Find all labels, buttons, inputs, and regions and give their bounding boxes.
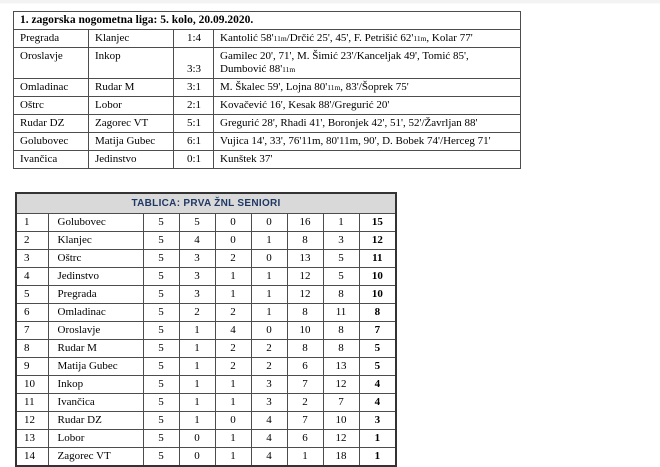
rank-cell: 2 (16, 232, 48, 250)
points-cell: 3 (359, 412, 396, 430)
result-row (14, 79, 521, 97)
page-top-divider (0, 0, 660, 4)
won-cell: 1 (179, 322, 215, 340)
goals-for-cell: 7 (287, 412, 323, 430)
points-cell: 10 (359, 286, 396, 304)
drawn-cell: 2 (215, 250, 251, 268)
goals-against-cell: 8 (323, 322, 359, 340)
rank-cell: 4 (16, 268, 48, 286)
played-cell: 5 (143, 412, 179, 430)
team-name-cell: Klanjec (48, 232, 143, 250)
team-name-cell: Lobor (48, 430, 143, 448)
rank-cell: 7 (16, 322, 48, 340)
penalty-minute-mark: 11m (273, 34, 287, 43)
goals-against-cell: 8 (323, 340, 359, 358)
goals-against-cell: 5 (323, 250, 359, 268)
home-team-cell: Pregrada (14, 30, 89, 48)
played-cell: 5 (143, 250, 179, 268)
result-row (14, 133, 521, 151)
results-table-title: 1. zagorska nogometna liga: 5. kolo, 20.09.2020. (14, 12, 521, 30)
team-name-cell: Rudar M (48, 340, 143, 358)
rank-cell: 11 (16, 394, 48, 412)
results-table (13, 11, 521, 169)
score-cell: 3:1 (174, 79, 214, 97)
played-cell: 5 (143, 286, 179, 304)
goals-for-cell: 2 (287, 394, 323, 412)
standings-table (15, 192, 397, 467)
goals-against-cell: 7 (323, 394, 359, 412)
goals-for-cell: 12 (287, 268, 323, 286)
away-team-cell: Lobor (89, 97, 174, 115)
goals-for-cell: 10 (287, 322, 323, 340)
rank-cell: 12 (16, 412, 48, 430)
team-name-cell: Zagorec VT (48, 448, 143, 467)
goals-against-cell: 18 (323, 448, 359, 467)
lost-cell: 2 (251, 358, 287, 376)
standings-row (16, 232, 396, 250)
rank-cell: 9 (16, 358, 48, 376)
goals-for-cell: 8 (287, 232, 323, 250)
won-cell: 2 (179, 304, 215, 322)
played-cell: 5 (143, 430, 179, 448)
home-team-cell: Ivančica (14, 151, 89, 169)
standings-row (16, 250, 396, 268)
goals-against-cell: 3 (323, 232, 359, 250)
goals-for-cell: 6 (287, 358, 323, 376)
rank-cell: 6 (16, 304, 48, 322)
played-cell: 5 (143, 322, 179, 340)
home-team-cell: Golubovec (14, 133, 89, 151)
won-cell: 1 (179, 412, 215, 430)
standings-header-row (16, 193, 396, 214)
standings-table-body (16, 214, 396, 467)
result-row (14, 97, 521, 115)
team-name-cell: Matija Gubec (48, 358, 143, 376)
drawn-cell: 2 (215, 304, 251, 322)
standings-row (16, 268, 396, 286)
points-cell: 1 (359, 430, 396, 448)
standings-row (16, 304, 396, 322)
played-cell: 5 (143, 340, 179, 358)
played-cell: 5 (143, 214, 179, 232)
drawn-cell: 2 (215, 340, 251, 358)
won-cell: 0 (179, 430, 215, 448)
drawn-cell: 0 (215, 214, 251, 232)
scorers-cell: Gregurić 28', Rhadi 41', Boronjek 42', 51', 52'/Žavrljan 88' (214, 115, 521, 133)
away-team-cell: Zagorec VT (89, 115, 174, 133)
goals-against-cell: 1 (323, 214, 359, 232)
score-cell: 1:4 (174, 30, 214, 48)
goals-against-cell: 5 (323, 268, 359, 286)
score-cell: 6:1 (174, 133, 214, 151)
home-team-cell: Omladinac (14, 79, 89, 97)
goals-against-cell: 13 (323, 358, 359, 376)
goals-for-cell: 8 (287, 340, 323, 358)
lost-cell: 1 (251, 286, 287, 304)
away-team-cell: Matija Gubec (89, 133, 174, 151)
lost-cell: 1 (251, 268, 287, 286)
standings-row (16, 430, 396, 448)
lost-cell: 1 (251, 304, 287, 322)
won-cell: 1 (179, 394, 215, 412)
played-cell: 5 (143, 232, 179, 250)
team-name-cell: Pregrada (48, 286, 143, 304)
goals-against-cell: 12 (323, 376, 359, 394)
scorers-cell: Gamilec 20', 71', M. Šimić 23'/Kanceljak 49', Tomić 85', Dumbović 88'11m (214, 48, 521, 79)
rank-cell: 8 (16, 340, 48, 358)
lost-cell: 4 (251, 448, 287, 467)
rank-cell: 10 (16, 376, 48, 394)
penalty-minute-mark: 11m (413, 34, 427, 43)
drawn-cell: 1 (215, 376, 251, 394)
standings-table-title: TABLICA: PRVA ŽNL SENIORI (16, 193, 396, 214)
team-name-cell: Oroslavje (48, 322, 143, 340)
won-cell: 3 (179, 250, 215, 268)
drawn-cell: 1 (215, 286, 251, 304)
points-cell: 4 (359, 394, 396, 412)
points-cell: 5 (359, 358, 396, 376)
lost-cell: 0 (251, 214, 287, 232)
played-cell: 5 (143, 304, 179, 322)
won-cell: 3 (179, 268, 215, 286)
won-cell: 0 (179, 448, 215, 467)
drawn-cell: 4 (215, 322, 251, 340)
won-cell: 5 (179, 214, 215, 232)
away-team-cell: Rudar M (89, 79, 174, 97)
played-cell: 5 (143, 394, 179, 412)
points-cell: 12 (359, 232, 396, 250)
goals-for-cell: 6 (287, 430, 323, 448)
penalty-minute-mark: 11m (282, 65, 296, 74)
points-cell: 1 (359, 448, 396, 467)
won-cell: 4 (179, 232, 215, 250)
team-name-cell: Ivančica (48, 394, 143, 412)
scorers-cell: Vujica 14', 33', 76'11m, 80'11m, 90', D. Bobek 74'/Herceg 71' (214, 133, 521, 151)
rank-cell: 14 (16, 448, 48, 467)
result-row (14, 151, 521, 169)
team-name-cell: Golubovec (48, 214, 143, 232)
rank-cell: 5 (16, 286, 48, 304)
lost-cell: 0 (251, 322, 287, 340)
away-team-cell: Jedinstvo (89, 151, 174, 169)
lost-cell: 3 (251, 376, 287, 394)
goals-against-cell: 11 (323, 304, 359, 322)
goals-for-cell: 1 (287, 448, 323, 467)
goals-for-cell: 8 (287, 304, 323, 322)
goals-for-cell: 7 (287, 376, 323, 394)
standings-row (16, 322, 396, 340)
scorers-cell: M. Škalec 59', Lojna 80'11m, 83'/Šoprek 75' (214, 79, 521, 97)
result-row (14, 48, 521, 79)
points-cell: 5 (359, 340, 396, 358)
standings-row (16, 376, 396, 394)
team-name-cell: Rudar DZ (48, 412, 143, 430)
standings-row (16, 394, 396, 412)
goals-for-cell: 12 (287, 286, 323, 304)
scorers-cell: Kantolić 58'11m/Drčić 25', 45', F. Petrišić 62'11m, Kolar 77' (214, 30, 521, 48)
points-cell: 11 (359, 250, 396, 268)
rank-cell: 1 (16, 214, 48, 232)
standings-row (16, 340, 396, 358)
rank-cell: 3 (16, 250, 48, 268)
won-cell: 3 (179, 286, 215, 304)
lost-cell: 4 (251, 412, 287, 430)
played-cell: 5 (143, 358, 179, 376)
won-cell: 1 (179, 376, 215, 394)
scorers-cell: Kovačević 16', Kesak 88'/Gregurić 20' (214, 97, 521, 115)
goals-against-cell: 10 (323, 412, 359, 430)
team-name-cell: Inkop (48, 376, 143, 394)
result-row (14, 30, 521, 48)
standings-row (16, 214, 396, 232)
goals-against-cell: 12 (323, 430, 359, 448)
lost-cell: 3 (251, 394, 287, 412)
team-name-cell: Omladinac (48, 304, 143, 322)
result-row (14, 115, 521, 133)
home-team-cell: Rudar DZ (14, 115, 89, 133)
drawn-cell: 0 (215, 412, 251, 430)
points-cell: 8 (359, 304, 396, 322)
won-cell: 1 (179, 358, 215, 376)
lost-cell: 0 (251, 250, 287, 268)
standings-row (16, 412, 396, 430)
points-cell: 4 (359, 376, 396, 394)
points-cell: 7 (359, 322, 396, 340)
score-cell: 5:1 (174, 115, 214, 133)
points-cell: 15 (359, 214, 396, 232)
standings-row (16, 286, 396, 304)
team-name-cell: Oštrc (48, 250, 143, 268)
home-team-cell: Oroslavje (14, 48, 89, 79)
score-cell: 2:1 (174, 97, 214, 115)
away-team-cell: Inkop (89, 48, 174, 79)
lost-cell: 4 (251, 430, 287, 448)
points-cell: 10 (359, 268, 396, 286)
goals-against-cell: 8 (323, 286, 359, 304)
drawn-cell: 0 (215, 232, 251, 250)
goals-for-cell: 13 (287, 250, 323, 268)
home-team-cell: Oštrc (14, 97, 89, 115)
results-title-row (14, 12, 521, 30)
score-cell: 0:1 (174, 151, 214, 169)
score-cell: 3:3 (174, 48, 214, 79)
penalty-minute-mark: 11m (327, 83, 341, 92)
standings-row (16, 358, 396, 376)
team-name-cell: Jedinstvo (48, 268, 143, 286)
drawn-cell: 2 (215, 358, 251, 376)
played-cell: 5 (143, 376, 179, 394)
drawn-cell: 1 (215, 268, 251, 286)
played-cell: 5 (143, 268, 179, 286)
played-cell: 5 (143, 448, 179, 467)
results-table-body (14, 30, 521, 169)
away-team-cell: Klanjec (89, 30, 174, 48)
lost-cell: 1 (251, 232, 287, 250)
rank-cell: 13 (16, 430, 48, 448)
drawn-cell: 1 (215, 430, 251, 448)
drawn-cell: 1 (215, 394, 251, 412)
scorers-cell: Kunštek 37' (214, 151, 521, 169)
goals-for-cell: 16 (287, 214, 323, 232)
drawn-cell: 1 (215, 448, 251, 467)
lost-cell: 2 (251, 340, 287, 358)
won-cell: 1 (179, 340, 215, 358)
